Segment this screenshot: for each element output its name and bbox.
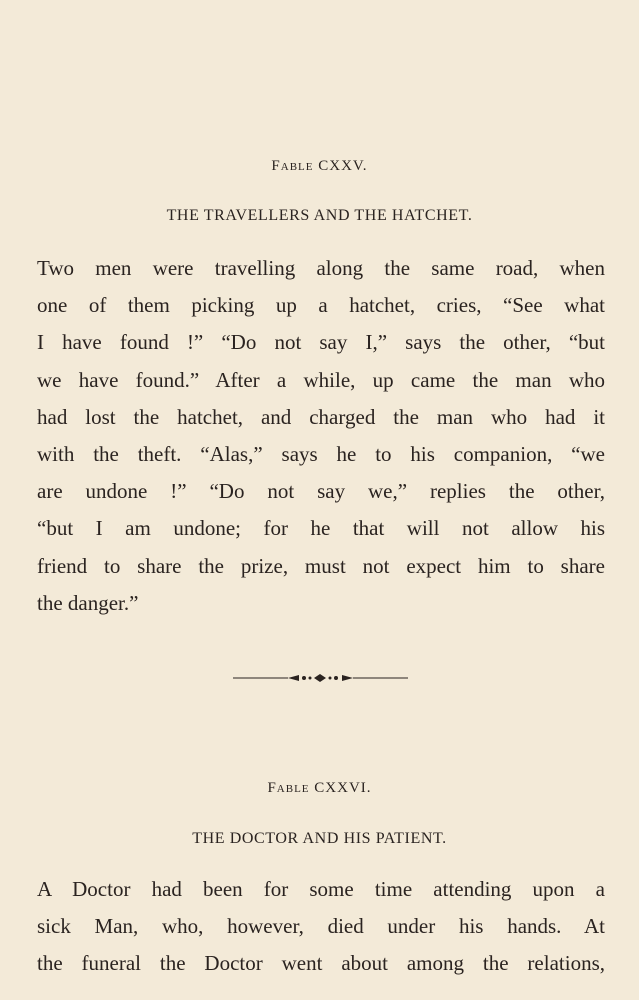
fable-title: THE TRAVELLERS AND THE HATCHET. [166, 207, 473, 224]
text-line: “but I am undone; for he that will not allow his [37, 516, 605, 541]
text-line: we have found.” After a while, up came the man who [37, 367, 605, 392]
text-line: sick Man, who, however, died under his hands. At [37, 914, 605, 939]
fable-number-heading: Fable CXXVI. [267, 780, 372, 796]
fable-body-paragraph [37, 250, 605, 622]
text-line: friend to share the prize, must not expect him to share [37, 553, 605, 578]
text-line: one of them picking up a hatchet, cries, “See what [37, 293, 605, 318]
text-line: A Doctor had been for some time attending upon a [37, 877, 605, 901]
fable-body-paragraph [37, 871, 605, 983]
text-line: are undone !” “Do not say we,” replies the other, [37, 479, 605, 504]
text-line: had lost the hatchet, and charged the man who had it [37, 404, 605, 429]
text-line: Two men were travelling along the same road, when [37, 256, 605, 280]
text-line: I have found !” “Do not say I,” says the other, “but [37, 330, 605, 355]
text-line: with the theft. “Alas,” says he to his companion, “we [37, 442, 605, 467]
decorative-divider [233, 670, 408, 686]
fable-title: THE DOCTOR AND HIS PATIENT. [192, 830, 447, 847]
text-line: the funeral the Doctor went about among the relations, [37, 951, 605, 976]
fable-number-heading: Fable CXXV. [271, 158, 368, 174]
text-line: the danger.” [37, 590, 139, 615]
